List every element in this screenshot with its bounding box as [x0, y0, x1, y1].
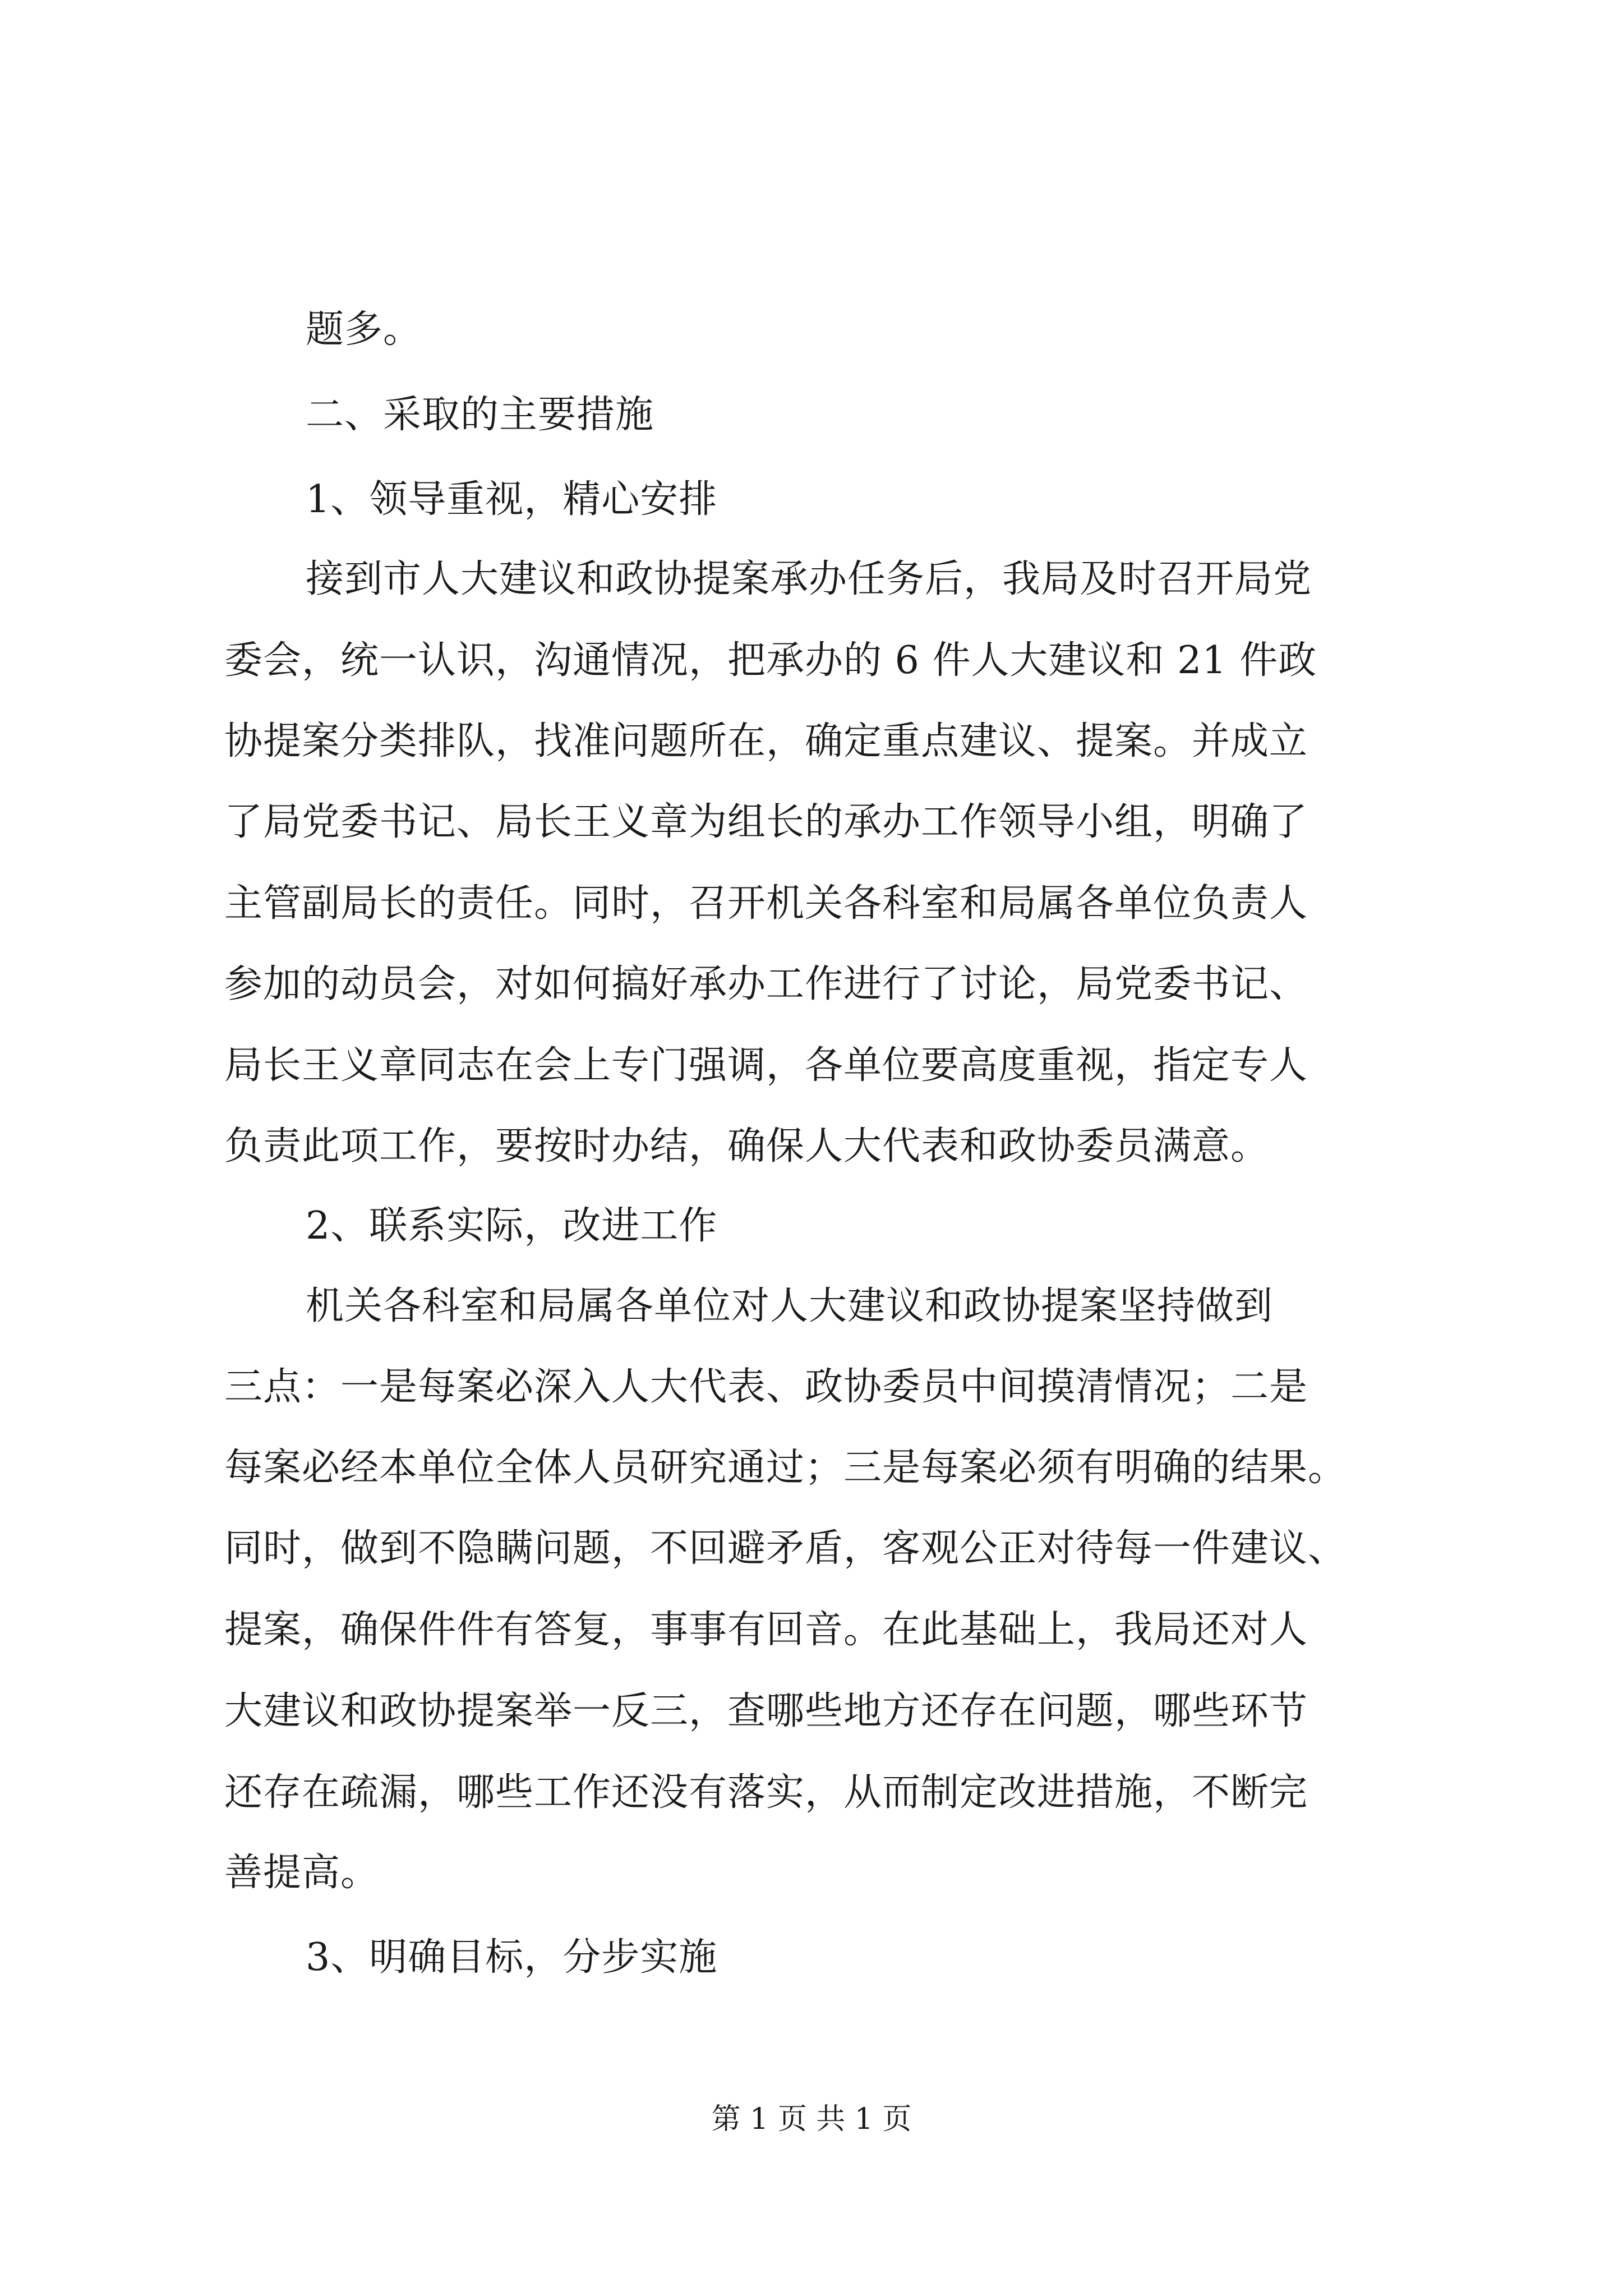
- page-footer: 第 1 页 共 1 页: [711, 2102, 912, 2136]
- text-line-9: 参加的动员会，对如何搞好承办工作进行了讨论，局党委书记、: [224, 962, 1308, 1006]
- text-line-5: 委会，统一认识，沟通情况，把承办的 6 件人大建议和 21 件政: [224, 638, 1317, 683]
- text-line-4: 接到市人大建议和政协提案承办任务后，我局及时召开局党: [306, 557, 1312, 601]
- text-line-14: 三点：一是每案必深入人大代表、政协委员中间摸清情况；二是: [224, 1365, 1308, 1409]
- text-line-10: 局长王义章同志在会上专门强调，各单位要高度重视，指定专人: [224, 1043, 1308, 1088]
- text-line-11: 负责此项工作，要按时办结，确保人大代表和政协委员满意。: [224, 1124, 1270, 1168]
- text-line-19: 还存在疏漏，哪些工作还没有落实，从而制定改进措施，不断完: [224, 1770, 1308, 1815]
- subheading-2: 2、联系实际，改进工作: [306, 1204, 718, 1248]
- text-line-18: 大建议和政协提案举一反三，查哪些地方还存在问题，哪些环节: [224, 1689, 1308, 1733]
- text-line-17: 提案，确保件件有答复，事事有回音。在此基础上，我局还对人: [224, 1608, 1308, 1652]
- text-line-8: 主管副局长的责任。同时，召开机关各科室和局属各单位负责人: [224, 881, 1308, 926]
- subheading-3: 3、明确目标，分步实施: [306, 1935, 718, 1980]
- text-line-15: 每案必经本单位全体人员研究通过；三是每案必须有明确的结果。: [224, 1446, 1347, 1490]
- text-line-7: 了局党委书记、局长王义章为组长的承办工作领导小组，明确了: [224, 800, 1308, 844]
- text-line-16: 同时，做到不隐瞒问题，不回避矛盾，客观公正对待每一件建议、: [224, 1526, 1347, 1571]
- text-line-6: 协提案分类排队，找准问题所在，确定重点建议、提案。并成立: [224, 719, 1308, 763]
- text-line-13: 机关各科室和局属各单位对人大建议和政协提案坚持做到: [306, 1284, 1274, 1328]
- text-line-1: 题多。: [306, 307, 422, 352]
- subheading-1: 1、领导重视，精心安排: [306, 477, 718, 522]
- section-heading: 二、采取的主要措施: [306, 393, 654, 437]
- text-line-20: 善提高。: [224, 1851, 380, 1895]
